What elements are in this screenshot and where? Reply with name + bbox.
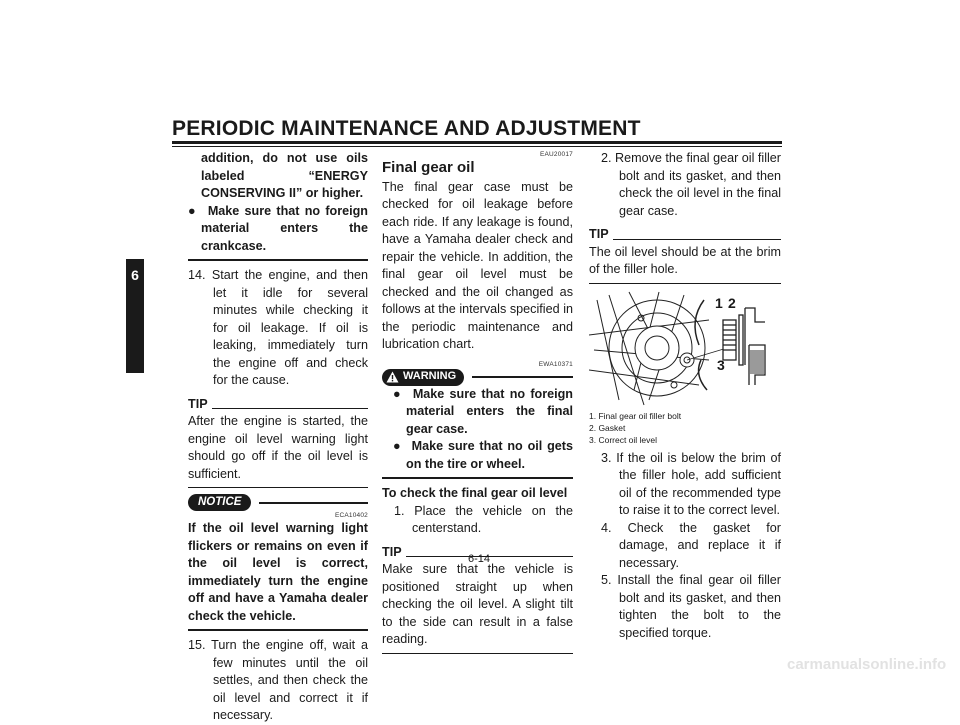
warning-label: WARNING bbox=[403, 370, 457, 383]
column-2 bbox=[382, 150, 573, 660]
step-4: 4. Check the gasket for damage, and replace it if necessary. bbox=[601, 520, 781, 570]
bullet-text: Make sure that no oil gets on the tire or wheel. bbox=[406, 439, 574, 471]
bullet-icon: ● bbox=[188, 203, 208, 218]
section-title: Final gear oil bbox=[382, 159, 475, 176]
notice-code: ECA10402 bbox=[334, 512, 368, 519]
warning-end-rule bbox=[382, 477, 573, 479]
bullet-icon: ● bbox=[393, 386, 413, 401]
continued-text: addition, do not use oils labeled “ENERGY CONSERVING II” or higher. bbox=[201, 151, 368, 200]
footer-watermark: carmanualsonline.info bbox=[787, 656, 947, 673]
notice-end-rule-2 bbox=[188, 629, 368, 631]
step-1: 1. Place the vehicle on the centerstand. bbox=[394, 503, 573, 535]
warning-header bbox=[382, 369, 573, 386]
step-5: 5. Install the final gear oil filler bolt and its gasket, and then tighten the bolt to the specified torque. bbox=[601, 573, 781, 640]
step-15: 15. Turn the engine off, wait a few minutes until the oil settles, and then check the oil level and correct it if necessary. bbox=[188, 638, 368, 722]
warning-bullet-2 bbox=[382, 438, 573, 473]
column-3 bbox=[589, 150, 781, 642]
warning-triangle-icon bbox=[386, 371, 399, 383]
notice-header bbox=[188, 494, 368, 511]
step-14: 14. Start the engine, and then let it idle for several minutes while checking it for oil leakage. If oil is leaking, immediately turn the engine off and check for the cause. bbox=[188, 268, 368, 387]
column-1 bbox=[188, 150, 368, 725]
notice-text: If the oil level warning light flickers or remains on even if the oil level is correct, immediately turn the engine off and have a Yamaha dealer check the vehicle. bbox=[188, 521, 368, 623]
caption-1: 1. Final gear oil filler bolt bbox=[589, 410, 682, 421]
tip-label: TIP bbox=[188, 396, 208, 411]
step-2: 2. Remove the final gear oil filler bolt and its gasket, and then check the oil level in the final gear case. bbox=[601, 151, 781, 218]
header-rule-thick bbox=[172, 141, 782, 144]
section-code: EAU20017 bbox=[539, 151, 573, 158]
bullet-foreign-material bbox=[188, 203, 368, 256]
bullet-text: Make sure that no foreign material enters the crankcase. bbox=[201, 203, 368, 253]
caption-2: 2. Gasket bbox=[589, 422, 626, 433]
header-rule-thin bbox=[172, 146, 782, 147]
fig-label-1: 1 bbox=[715, 294, 723, 311]
tip-label: TIP bbox=[382, 544, 402, 559]
tip-text: Make sure that the vehicle is positioned straight up when checking the oil level. A slight tilt to the side can result in a false reading. bbox=[382, 562, 573, 646]
section-intro: The final gear case must be checked for oil leakage before each ride. If any leakage is found, have a Yamaha dealer check and repair the vehicle. In addition, the final gear oil level must be checked and the oil changed as follows at the intervals specified in the periodic maintenance and lubrication chart. bbox=[382, 179, 573, 351]
tip-end-rule bbox=[589, 283, 781, 284]
tip-header bbox=[188, 396, 368, 414]
tip-text: The oil level should be at the brim of the filler hole. bbox=[589, 244, 781, 276]
final-gear-illustration bbox=[589, 290, 779, 410]
tip-text: After the engine is started, the engine oil level warning light should go off if the oil level is sufficient. bbox=[188, 414, 368, 481]
fig-label-3: 3 bbox=[717, 356, 725, 373]
warning-badge bbox=[382, 369, 464, 386]
tip-header bbox=[589, 226, 781, 244]
chapter-tab: 6 bbox=[126, 259, 144, 373]
notice-badge: NOTICE bbox=[188, 494, 251, 511]
warning-bullet-1 bbox=[382, 386, 573, 439]
page-number: 6-14 bbox=[468, 553, 491, 565]
bullet-icon: ● bbox=[393, 439, 412, 453]
page-header: PERIODIC MAINTENANCE AND ADJUSTMENT bbox=[172, 117, 641, 140]
step-3: 3. If the oil is below the brim of the filler hole, add sufficient oil of the recommended type to raise it to the correct level. bbox=[601, 450, 781, 517]
tip-label: TIP bbox=[589, 227, 609, 241]
caption-3: 3. Correct oil level bbox=[589, 434, 658, 445]
tip-end-rule bbox=[188, 487, 368, 488]
bullet-text: Make sure that no foreign material enters the final gear case. bbox=[406, 386, 573, 436]
fig-label-2: 2 bbox=[728, 294, 736, 311]
warning-code: EWA10371 bbox=[538, 360, 573, 368]
notice-end-rule bbox=[188, 259, 368, 261]
tip-end-rule bbox=[382, 653, 573, 654]
subheading: To check the final gear oil level bbox=[382, 486, 568, 500]
